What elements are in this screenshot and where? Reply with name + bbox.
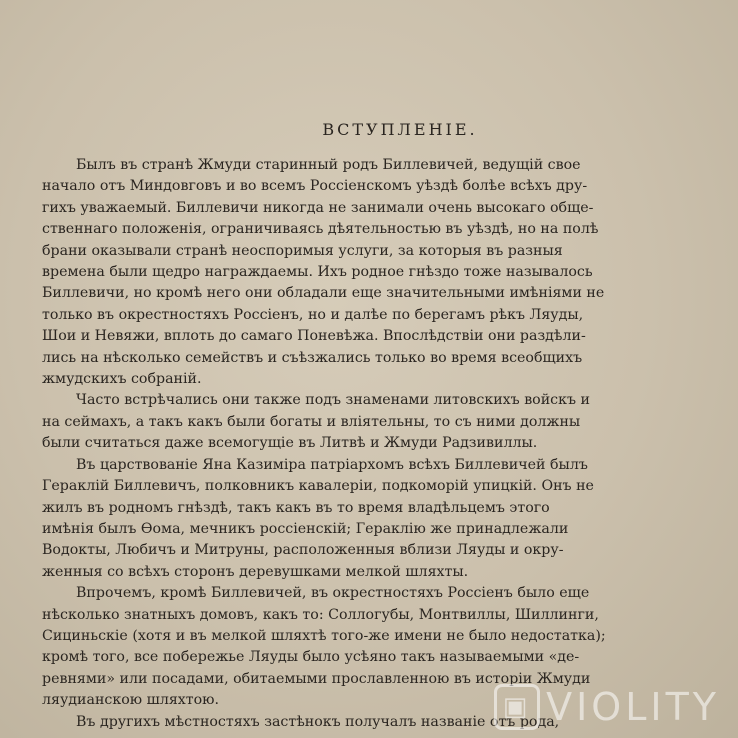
text-line: ственнаго положенія, ограничиваясь дѣятельностью въ уѣздѣ, но на полѣ [42, 221, 599, 238]
text-line: были считаться даже всемогущіе въ Литвѣ и Жмуди Радзивиллы. [42, 435, 538, 452]
text-line: имѣнія былъ Ѳома, мечникъ россіенскій; Гераклію же принадлежали [42, 520, 569, 537]
text-line: нѣсколько знатныхъ домовъ, какъ то: Соллогубы, Монтвиллы, Шиллинги, [42, 606, 599, 623]
text-line: кромѣ того, все побережье Ляуды было усѣяно такъ называемыми «де- [42, 649, 580, 666]
violity-logo-icon: ▣ [494, 684, 540, 730]
text-line: Часто встрѣчались они также подъ знаменами литовскихъ войскъ и [76, 392, 590, 409]
text-line: ляудианскою шляхтою. [42, 692, 220, 709]
text-line: Шои и Невяжи, вплоть до самаго Поневѣжа. Впослѣдствіи они раздѣли- [42, 328, 586, 345]
text-line: ревнями» или посадами, обитаемыми прославленною въ исторіи Жмуди [42, 670, 591, 687]
text-line: начало отъ Миндовговъ и во всемъ Россіенскомъ уѣздѣ болѣе всѣхъ дру- [42, 178, 588, 195]
text-line: на сеймахъ, а такъ какъ были богаты и вліятельны, то съ ними должны [42, 413, 581, 430]
text-line: женныя со всѣхъ сторонъ деревушками мелкой шляхты. [42, 563, 469, 580]
text-line: жмудскихъ собраній. [42, 371, 202, 388]
paragraph [42, 390, 718, 454]
text-line: Въ царствованіе Яна Казиміра патріархомъ всѣхъ Биллевичей былъ [76, 456, 588, 473]
text-line: лись на нѣсколько семействъ и съѣзжались только во время всеобщихъ [42, 349, 583, 366]
text-line: Сициньскіе (хотя и въ мелкой шляхтѣ того-же имени не было недостатка); [42, 627, 606, 644]
paragraph [42, 155, 718, 390]
text-line: Въ другихъ мѣстностяхъ застѣнокъ получалъ названіе отъ рода, [76, 713, 560, 730]
text-line: гихъ уважаемый. Биллевичи никогда не занимали очень высокаго обще- [42, 199, 594, 216]
text-line: жилъ въ родномъ гнѣздѣ, такъ какъ въ то время владѣльцемъ этого [42, 499, 550, 516]
text-line: Биллевичи, но кромѣ него они обладали еще значительными имѣніями не [42, 285, 605, 302]
paragraphs [42, 155, 718, 733]
text-line: Водокты, Любичъ и Митруны, расположенныя вблизи Ляуды и окру- [42, 542, 564, 559]
chapter-heading: ВСТУПЛЕНІЕ. [322, 120, 478, 139]
paragraph [42, 455, 718, 583]
text-line: Впрочемъ, кромѣ Биллевичей, въ окрестностяхъ Россіенъ было еще [76, 585, 590, 602]
text-line: брани оказывали странѣ неоспоримыя услуги, за которыя въ разныя [42, 242, 563, 259]
text-line: Былъ въ странѣ Жмуди старинный родъ Биллевичей, ведущій свое [76, 157, 581, 173]
text-block [42, 120, 718, 733]
watermark [494, 684, 720, 730]
text-line: только въ окрестностяхъ Россіенъ, но и далѣе по берегамъ рѣкъ Ляуды, [42, 306, 584, 323]
text-line: времена были щедро награждаемы. Ихъ родное гнѣздо тоже называлось [42, 264, 593, 281]
text-line: Гераклій Биллевичъ, полковникъ кавалеріи, подкоморій упицкій. Онъ не [42, 478, 594, 495]
watermark-text: VIOLITY [546, 685, 720, 729]
